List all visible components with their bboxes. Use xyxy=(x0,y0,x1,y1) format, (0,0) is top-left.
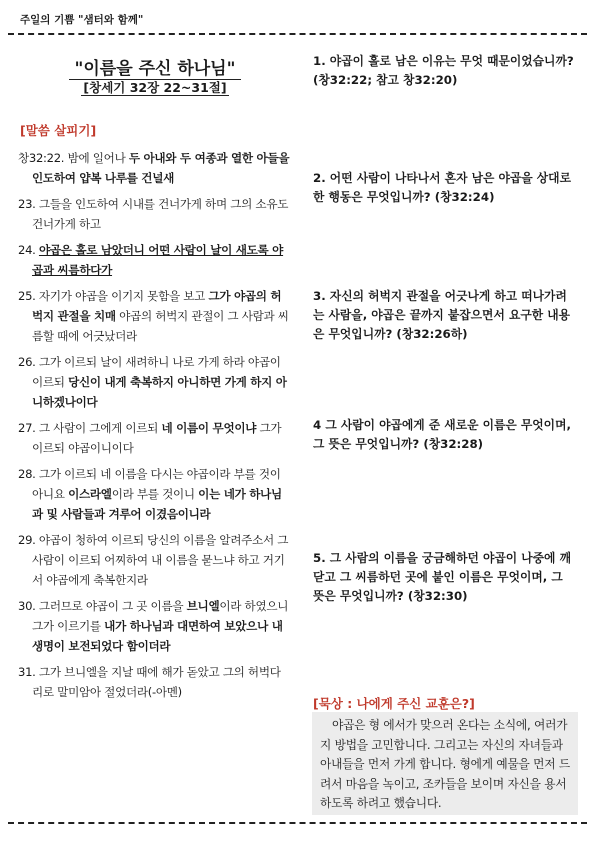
question-3: 3. 자신의 허벅지 관절을 어긋나게 하고 떠나가려는 사람을, 야곱은 끝까지 붙잡으면서 요구한 내용은 무엇입니까? (창32:26하) xyxy=(313,289,571,341)
section-heading-word: [말씀 살피기] xyxy=(20,123,97,138)
verse-24: 24. 야곱은 홀로 남았더니 어떤 사람이 날이 새도록 야곱과 씨름하다가 xyxy=(18,243,284,277)
bottom-divider xyxy=(8,822,587,824)
verse-22: 창32:22. 밤에 일어나 두 아내와 두 여종과 열한 아들을 인도하여 얍복 나루를 건널새 xyxy=(18,151,290,185)
verse-26: 26. 그가 이르되 날이 새려하니 나로 가게 하라 야곱이 이르되 당신이 내게 축복하지 아니하면 가게 하지 아니하겠나이다 xyxy=(18,355,287,409)
verse-23: 23. 그들을 인도하여 시내를 건너가게 하며 그의 소유도 건너가게 하고 xyxy=(18,197,289,231)
question-2: 2. 어떤 사람이 나타나서 혼자 남은 야곱을 상대로 한 행동은 무엇입니까? (창32:24) xyxy=(313,171,571,204)
verse-27: 27. 그 사람이 그에게 이르되 네 이름이 무엇이냐 그가 이르되 야곱이니이다 xyxy=(18,421,282,455)
page-header: 주일의 기쁨 "샘터와 함께" xyxy=(20,14,144,26)
verse-30: 30. 그러므로 야곱이 그 곳 이름을 브니엘이라 하였으니 그가 이르기를 내가 하나님과 대면하여 보았으나 내 생명이 보전되었다 함이더라 xyxy=(18,599,289,653)
verse-list xyxy=(18,148,290,708)
question-4: 4 그 사람이 야곱에게 준 새로운 이름은 무엇이며, 그 뜻은 무엇입니까? (창32:28) xyxy=(313,418,571,451)
verse-28: 28. 그가 이르되 네 이름을 다시는 야곱이라 부를 것이 아니요 이스라엘이라 부를 것이니 이는 네가 하나님과 및 사람들과 겨루어 이겼음이니라 xyxy=(18,467,282,521)
top-divider xyxy=(8,33,587,35)
sermon-title: "이름을 주신 하나님" xyxy=(20,54,290,79)
question-5: 5. 그 사람의 이름을 궁금해하던 야곱이 나중에 깨닫고 그 씨름하던 곳에 붙인 이름은 무엇이며, 그 뜻은 무엇입니까? (창32:30) xyxy=(313,551,571,603)
question-1: 1. 야곱이 홀로 남은 이유는 무엇 때문이었습니까? (창32:22; 참고 창32:20) xyxy=(313,54,574,87)
meditation-box xyxy=(312,712,578,815)
verse-29: 29. 야곱이 청하여 이르되 당신의 이름을 알려주소서 그 사람이 이르되 어찌하여 내 이름을 묻느냐 하고 거기서 야곱에게 축복한지라 xyxy=(18,533,289,587)
meditation-text: 야곱은 형 에서가 맞으러 온다는 소식에, 여러가지 방법을 고민합니다. 그리고는 자신의 자녀들과 아내들을 먼저 가게 합니다. 형에게 예물을 먼저 드려서 마음을 녹이고, 조카들을 보이며 자신을 용서하도록 하려고 했습니다. xyxy=(320,718,570,810)
scripture-reference: [창세기 32장 22~31절] xyxy=(83,80,227,95)
meditation-heading: [묵상 : 나에게 주신 교훈은?] xyxy=(313,696,475,711)
verse-25: 25. 자기가 야곱을 이기지 못함을 보고 그가 야곱의 허벅지 관절을 치매 야곱의 허벅지 관절이 그 사람과 씨름할 때에 어긋났더라 xyxy=(18,289,289,343)
verse-31: 31. 그가 브니엘을 지날 때에 해가 돋았고 그의 허벅다리로 말미암아 절었더라(-아멘) xyxy=(18,665,281,699)
